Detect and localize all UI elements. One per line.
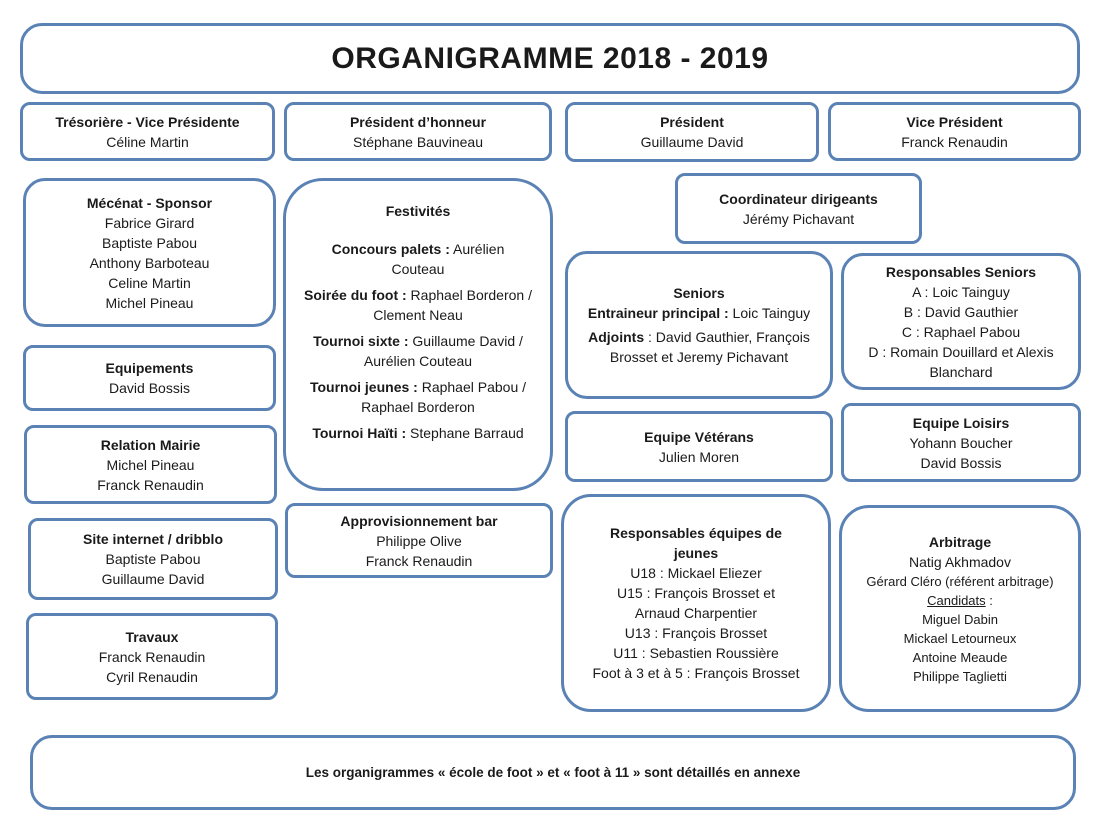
role-label: Président d’honneur: [349, 113, 487, 130]
role-label: Travaux: [125, 628, 179, 645]
person-name: C : Raphael Pabou: [901, 323, 1021, 340]
box-loisirs: [841, 403, 1081, 482]
box-president: [565, 102, 819, 162]
footer-box: [30, 735, 1076, 810]
person-name: Franck Renaudin: [97, 476, 204, 493]
box-festivites: [283, 178, 553, 491]
role-label: Approvisionnement bar: [340, 512, 498, 529]
person-name: Franck Renaudin: [901, 133, 1008, 150]
box-jeunes: [561, 494, 831, 712]
box-president-honneur: [284, 102, 552, 161]
person-name: Michel Pineau: [105, 294, 194, 311]
role-label: Seniors: [673, 285, 725, 301]
person-name: D : Romain Douillard et Alexis Blanchard: [868, 343, 1054, 380]
role-label: Festivités: [385, 203, 451, 219]
person-name: Cyril Renaudin: [106, 668, 198, 685]
box-veterans: [565, 411, 833, 482]
person-name: Fabrice Girard: [104, 214, 195, 231]
seniors-entraineur: Entraineur principal : Loic Tainguy: [587, 305, 811, 321]
role-label: Vice Président: [906, 113, 1003, 130]
box-relation-mairie: [24, 425, 277, 504]
role-label: Equipe Loisirs: [912, 414, 1010, 431]
person-name: Michel Pineau: [106, 456, 195, 473]
person-name: Baptiste Pabou: [102, 234, 197, 251]
candidats-label: Candidats :: [927, 592, 993, 608]
person-name: Julien Moren: [658, 448, 740, 465]
person-name: U18 : Mickael Eliezer: [630, 565, 762, 581]
festivite-item: Tournoi sixte : Guillaume David / Aurélien Couteau: [313, 333, 523, 369]
role-label: Coordinateur dirigeants: [719, 190, 878, 207]
box-appro-bar: [285, 503, 553, 578]
box-tresoriere: [20, 102, 275, 161]
person-name: U11 : Sebastien Roussière: [613, 645, 779, 661]
person-name: Stéphane Bauvineau: [353, 133, 483, 150]
person-name: Franck Renaudin: [98, 648, 206, 665]
festivite-item: Concours palets : Aurélien Couteau: [331, 241, 505, 277]
person-name: Philippe Olive: [376, 532, 462, 549]
role-label: Equipe Vétérans: [644, 428, 754, 445]
role-label: Responsables équipes de jeunes: [610, 525, 782, 561]
box-site-internet: [28, 518, 278, 600]
box-equipements: [23, 345, 276, 411]
person-name: Antoine Meaude: [912, 649, 1008, 665]
title-box: [20, 23, 1080, 94]
person-name: Baptiste Pabou: [105, 551, 201, 567]
role-label: Equipements: [105, 360, 194, 376]
role-label: Mécénat - Sponsor: [86, 194, 213, 211]
person-name: Guillaume David: [101, 571, 205, 587]
person-name: Mickael Letourneux: [903, 630, 1017, 646]
person-name: Jérémy Pichavant: [742, 210, 855, 227]
person-name: Foot à 3 et à 5 : François Brosset: [592, 665, 800, 681]
person-name: U15 : François Brosset et Arnaud Charpentier: [617, 585, 775, 621]
person-name: Céline Martin: [106, 133, 189, 150]
person-name: Franck Renaudin: [365, 552, 473, 569]
role-label: Responsables Seniors: [885, 263, 1037, 280]
role-label: Relation Mairie: [100, 436, 201, 453]
festivite-item: Tournoi Haïti : Stephane Barraud: [312, 425, 524, 441]
person-name: Yohann Boucher: [909, 434, 1013, 451]
person-name: Gérard Cléro (référent arbitrage): [866, 573, 1054, 589]
box-vice-president: [828, 102, 1081, 161]
person-name: Celine Martin: [108, 274, 191, 291]
person-name: Natig Akhmadov: [909, 553, 1011, 570]
box-coordinateur: [675, 173, 922, 244]
person-name: Miguel Dabin: [922, 611, 998, 627]
person-name: B : David Gauthier: [903, 303, 1019, 320]
festivite-item: Soirée du foot : Raphael Borderon / Clement Neau: [304, 287, 532, 323]
box-travaux: [26, 613, 278, 700]
box-seniors: [565, 251, 833, 399]
page-title: ORGANIGRAMME 2018 - 2019: [331, 41, 769, 75]
footer-note: Les organigrammes « école de foot » et « foot à 11 » sont détaillés en annexe: [305, 764, 801, 780]
person-name: David Bossis: [920, 454, 1002, 471]
role-label: Trésorière - Vice Présidente: [55, 113, 240, 130]
seniors-adjoints: Adjoints : David Gauthier, François Brosset et Jeremy Pichavant: [588, 329, 810, 365]
festivite-item: Tournoi jeunes : Raphael Pabou / Raphael Borderon: [309, 379, 527, 415]
box-mecenat: [23, 178, 276, 327]
person-name: Philippe Taglietti: [913, 668, 1007, 684]
person-name: A : Loic Tainguy: [912, 283, 1010, 300]
role-label: Président: [660, 114, 724, 130]
person-name: U13 : François Brosset: [624, 625, 768, 641]
box-responsables-seniors: [841, 253, 1081, 390]
person-name: David Bossis: [109, 380, 190, 396]
role-label: Site internet / dribblo: [82, 531, 223, 547]
person-name: Guillaume David: [640, 134, 744, 150]
person-name: Anthony Barboteau: [89, 254, 210, 271]
box-arbitrage: [839, 505, 1081, 712]
role-label: Arbitrage: [928, 533, 992, 550]
